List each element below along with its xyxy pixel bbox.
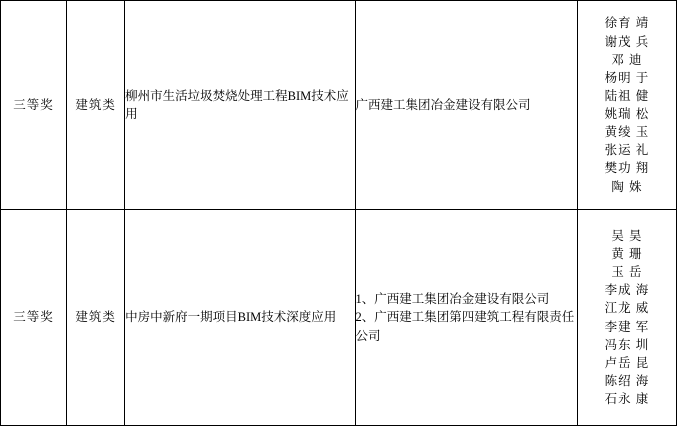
prize-level-text: 三等奖 [13,310,54,325]
project-name-text: 中房中新府一期项目BIM技术深度应用 [125,310,337,325]
category-text: 建筑类 [75,97,116,112]
participant-name: 卢岳 昆 [604,355,650,370]
participant-name: 李建 军 [604,319,650,334]
participant-name: 陆祖 健 [604,88,650,103]
table-row [1,1,677,210]
project-name-cell [125,1,355,210]
project-name-text: 柳州市生活垃圾焚烧处理工程BIM技术应用 [125,88,349,121]
category-text: 建筑类 [75,310,116,325]
participant-name: 徐育 靖 [604,16,650,31]
participant-name: 玉 岳 [611,265,643,280]
prize-level-text: 三等奖 [13,97,54,112]
participant-name: 李成 海 [604,283,650,298]
category-cell [67,1,125,210]
participant-name: 杨明 于 [604,70,650,85]
participant-name: 冯东 圳 [604,337,650,352]
participant-name: 姚瑞 松 [604,107,650,121]
prize-level-cell [1,210,67,426]
participant-name: 石永 康 [604,392,650,406]
participants-cell [577,1,676,210]
participant-name: 谢茂 兵 [604,34,650,49]
participant-name: 陶 姝 [611,179,643,194]
participant-name: 吴 昊 [611,228,643,243]
participant-name: 陈绍 海 [604,373,650,388]
participant-name: 黄 珊 [611,247,643,261]
unit-name-cell [355,210,577,426]
unit-name-line: 2、广西建工集团第四建筑工程有限责任公司 [355,310,575,343]
project-name-cell [125,210,355,426]
table-row [1,210,677,426]
unit-name-cell [355,1,577,210]
category-cell [67,210,125,426]
participant-name: 樊功 翔 [604,161,650,176]
participants-cell [577,210,676,426]
prize-level-cell [1,1,67,210]
participant-name: 江龙 威 [604,301,650,316]
unit-name-line: 广西建工集团冶金建设有限公司 [355,97,531,112]
participant-name: 黄绫 玉 [604,125,650,140]
unit-name-line: 1、广西建工集团冶金建设有限公司 [355,292,550,307]
participant-name: 邓 迪 [611,52,643,67]
participant-name: 张运 礼 [604,143,650,158]
